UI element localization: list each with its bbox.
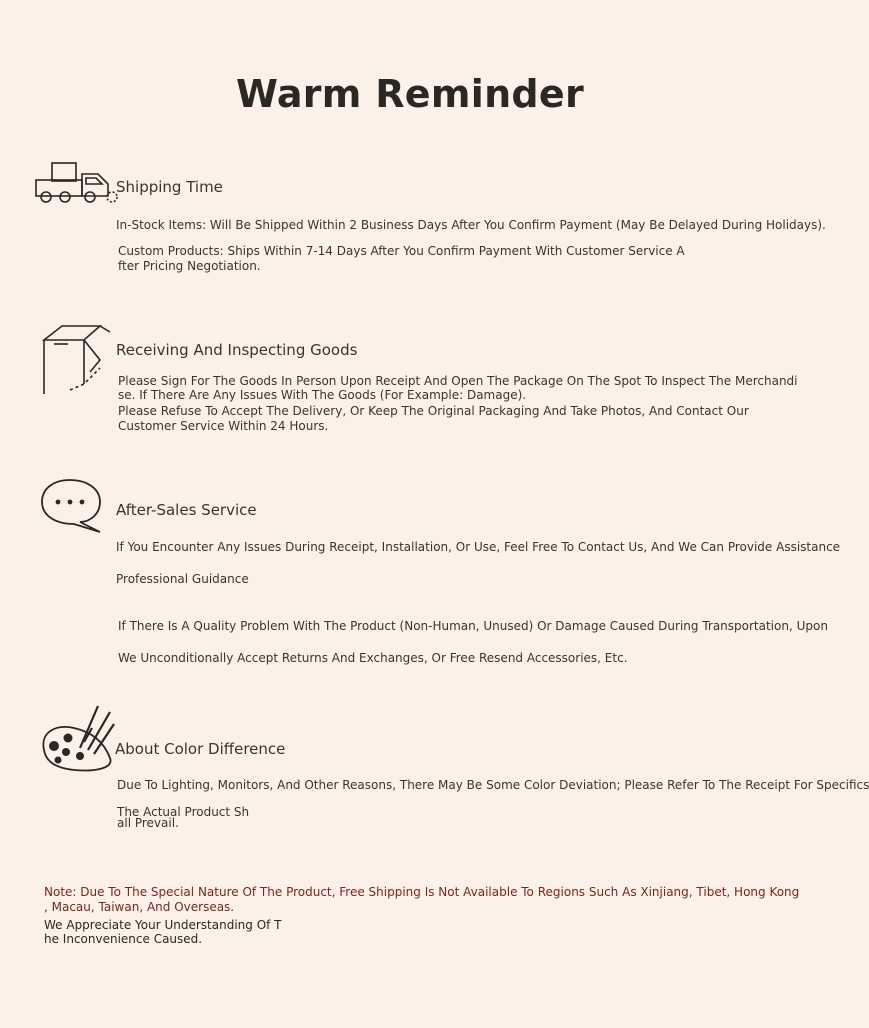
color-text-line1: Due To Lighting, Monitors, And Other Reasons, There May Be Some Color Deviation; Please Refer To The Receipt For Specifics — [117, 778, 869, 792]
receiving-text-line1: Please Sign For The Goods In Person Upon Receipt And Open The Package On The Spot To Inspect The Merchandi — [118, 374, 798, 388]
shipping-custom-text-line2: fter Pricing Negotiation. — [118, 259, 261, 273]
truck-icon — [34, 160, 124, 206]
after-sales-heading: After-Sales Service — [116, 501, 257, 519]
color-difference-heading: About Color Difference — [115, 740, 286, 758]
receiving-text-line3: Please Refuse To Accept The Delivery, Or Keep The Original Packaging And Take Photos, And Contact Our — [118, 404, 749, 418]
color-text-line2: The Actual Product Sh — [117, 805, 250, 819]
after-sales-text-line3: If There Is A Quality Problem With The Product (Non-Human, Unused) Or Damage Caused During Transportation, Upon — [118, 619, 828, 633]
after-sales-text-line2: Professional Guidance — [116, 572, 249, 586]
open-box-icon — [40, 324, 112, 396]
appreciation-line2: he Inconvenience Caused. — [44, 932, 203, 946]
page-title: Warm Reminder — [235, 72, 585, 116]
shipping-note-line2: , Macau, Taiwan, And Overseas. — [44, 900, 235, 914]
receiving-text-line4: Customer Service Within 24 Hours. — [118, 419, 329, 433]
after-sales-text-line4: We Unconditionally Accept Returns And Exchanges, Or Free Resend Accessories, Etc. — [118, 651, 628, 665]
color-text-line3: all Prevail. — [117, 816, 179, 830]
speech-bubble-icon — [40, 478, 104, 534]
shipping-note-line1: Note: Due To The Special Nature Of The Product, Free Shipping Is Not Available To Regions Such As Xinjiang, Tibet, Hong Kong — [44, 885, 800, 899]
after-sales-text-line1: If You Encounter Any Issues During Receipt, Installation, Or Use, Feel Free To Contact Us, And We Can Provide Assistance — [116, 540, 841, 554]
appreciation-line1: We Appreciate Your Understanding Of T — [44, 918, 282, 932]
shipping-custom-text-line1: Custom Products: Ships Within 7-14 Days After You Confirm Payment With Customer Service A — [118, 244, 685, 258]
receiving-text-line2: se. If There Are Any Issues With The Goods (For Example: Damage). — [118, 388, 527, 402]
shipping-in-stock-text: In-Stock Items: Will Be Shipped Within 2 Business Days After You Confirm Payment (May Be Delayed During Holidays). — [116, 218, 826, 232]
shipping-time-heading: Shipping Time — [116, 178, 223, 196]
receiving-goods-heading: Receiving And Inspecting Goods — [116, 341, 358, 359]
paint-palette-icon — [40, 702, 116, 774]
